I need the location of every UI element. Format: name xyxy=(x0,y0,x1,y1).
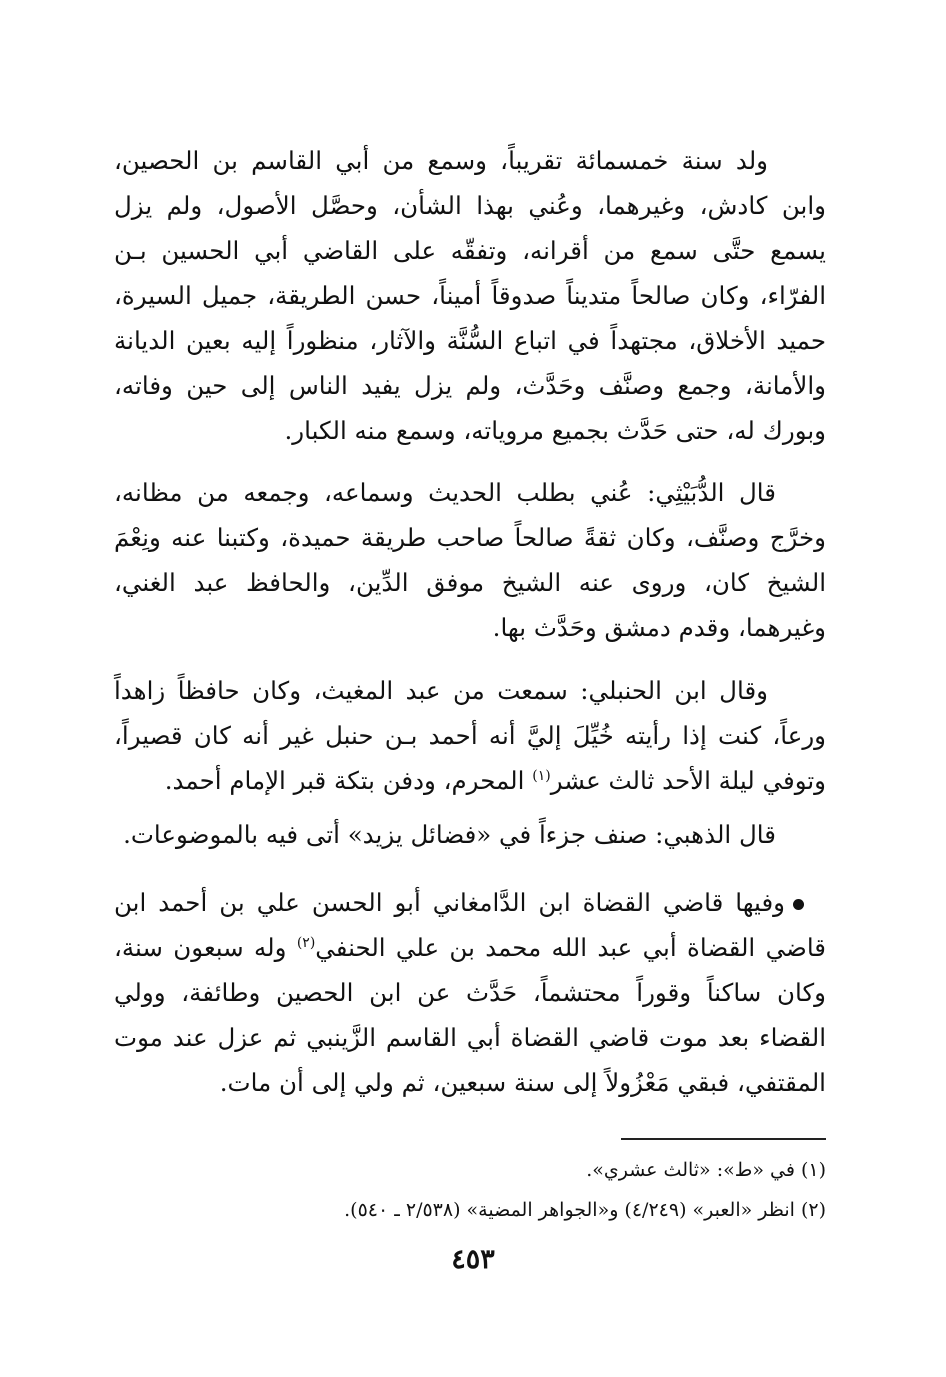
paragraph-text-before-note: وفيها قاضي القضاة ابن الدَّامغاني أبو الحسن علي بن أحمد ابن قاضي القضاة أبي عبد الله محمد بن علي الحنفي xyxy=(114,888,826,962)
paragraph-dubaythi-quote xyxy=(114,470,826,650)
paragraph-dhahabi-quote xyxy=(114,812,826,857)
paragraph-text: قال الدُّبَيْثِي: عُني بطلب الحديث وسماعه، وجمعه من مظانه، وخرَّج وصنَّف، وكان ثقةً صالحاً صاحب طريقة حميدة، وكتبنا عنه ونِعْمَ الشيخ كان، وروى عنه الشيخ موفق الدِّين، والحافظ عبد الغني، وغيرهما، وقدم دمشق وحَدَّث بها. xyxy=(114,478,826,642)
paragraph-text xyxy=(114,668,826,803)
paragraph-text xyxy=(114,880,826,1105)
footnote-ref-1[interactable]: (١) xyxy=(532,767,551,784)
paragraph-text: ولد سنة خمسمائة تقريباً، وسمع من أبي القاسم بن الحصين، وابن كادش، وغيرهما، وعُني بهذا الشأن، وحصَّل الأصول، ولم يزل يسمع حتَّى سمع من أقرانه، وتفقّه على القاضي أبي الحسين بـن الفرّاء، وكان صالحاً متديناً صدوقاً أميناً، حسن الطريقة، جميل السيرة، حميد الأخلاق، مجتهداً في اتباع السُّنَّة والآثار، منظوراً إليه بعين الديانة والأمانة، وجمع وصنَّف وحَدَّث، ولم يزل يفيد الناس إلى حين وفاته، وبورك له، حتى حَدَّث بجميع مروياته، وسمع منه الكبار. xyxy=(114,146,826,445)
footnote-ref-2[interactable]: (٢) xyxy=(296,934,316,951)
paragraph-text-after-note: وله سبعون سنة، وكان ساكناً وقوراً محتشماً، حَدَّث عن ابن الحصين وطائفة، وولي القضاء بعد موت قاضي القضاة أبي القاسم الزَّينبي ثم عزل عند موت المقتفي، فبقي مَعْزُولاً إلى سنة سبعين، ثم ولي إلى أن مات. xyxy=(114,933,826,1097)
page-number: ٤٥٣ xyxy=(451,1244,495,1275)
bullet-icon xyxy=(793,899,804,910)
paragraph-text: قال الذهبي: صنف جزءاً في «فضائل يزيد» أتى فيه بالموضوعات. xyxy=(123,820,776,849)
footnote-divider xyxy=(621,1138,826,1140)
footnotes xyxy=(114,1150,826,1230)
paragraph-damghani-entry xyxy=(114,880,826,1105)
footnote-2: (٢) انظر «العبر» (٤/٢٤٩) و«الجواهر المضية» (٢/٥٣٨ ـ ٥٤٠). xyxy=(344,1199,826,1221)
paragraph-text-after-note: المحرم، ودفن بتكة قبر الإمام أحمد. xyxy=(164,766,533,795)
paragraph-ibn-hanbali-quote xyxy=(114,668,826,803)
paragraph-abdul-mughith-bio xyxy=(114,138,826,453)
footnote-1: (١) في «ط»: «ثالث عشري». xyxy=(586,1159,826,1181)
paragraph-text-before-note: وقال ابن الحنبلي: سمعت من عبد المغيث، وكان حافظاً زاهداً ورعاً، كنت إذا رأيته خُيِّلَ إليَّ أنه أحمد بـن حنبل غير أنه كان قصيراً، وتوفي ليلة الأحد ثالث عشر xyxy=(114,676,826,795)
